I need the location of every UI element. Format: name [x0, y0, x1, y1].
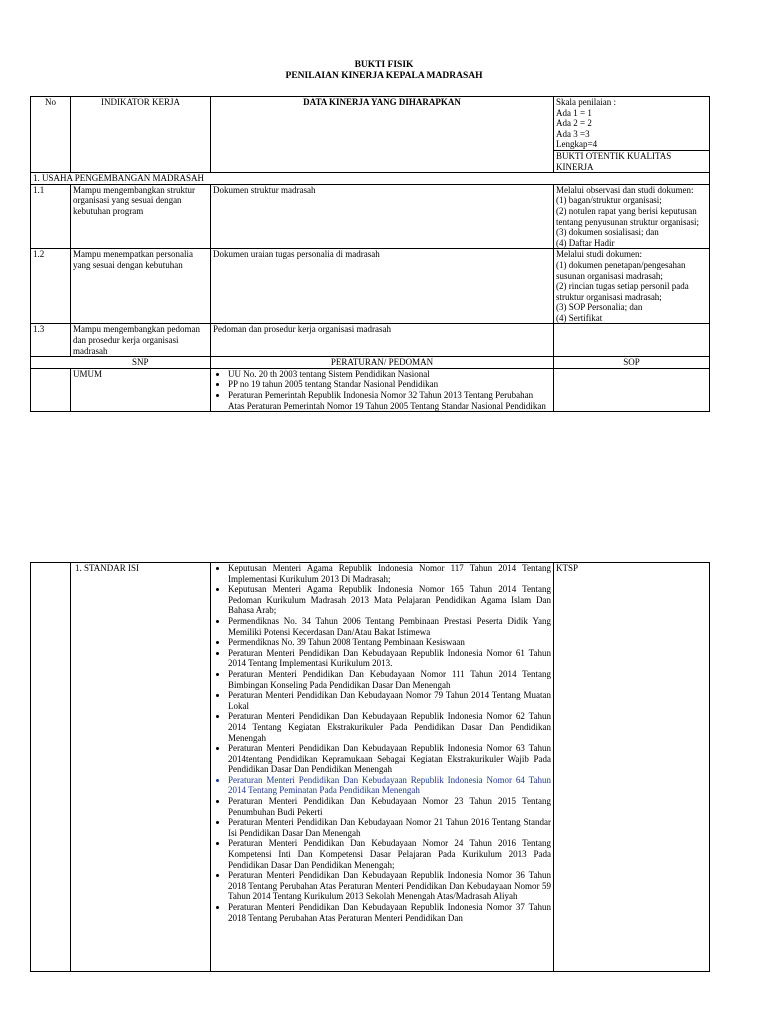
doc-subtitle: PENILAIAN KINERJA KEPALA MADRASAH [285, 71, 483, 81]
row-no: 1.2 [31, 249, 71, 324]
bukti-line: (4) Daftar Hadir [556, 237, 615, 248]
list-item: • Peraturan Menteri Pendidikan Dan Kebudayaan Nomor 79 Tahun 2014 Tentang Muatan Lokal [228, 690, 551, 711]
standar-isi-sop: KTSP [554, 563, 710, 972]
list-item: • Peraturan Menteri Pendidikan Dan Kebudayaan Republik Indonesia Nomor 36 Tahun 2018 Tentang Perubahan Atas Peraturan Menteri Pendidikan Dan Kebudayaan Nomor 59 Tahun 2014 Tentang Kurikulum 2013 Sekolah Menengah Atas/Madrasah Aliyah [228, 870, 551, 902]
row-no: 1.1 [31, 184, 71, 249]
bukti-line: Melalui observasi dan studi dokumen: [556, 184, 694, 195]
header-skala [554, 97, 710, 151]
list-item: • Peraturan Menteri Pendidikan Dan Kebudayaan Nomor 111 Tahun 2014 Tentang Bimbingan Konseling Pada Pendidikan Dasar Dan Menengah [228, 669, 551, 690]
subheader-sop: SOP [554, 357, 710, 369]
list-item: • Peraturan Menteri Pendidikan Dan Kebudayaan Nomor 21 Tahun 2016 Tentang Standar Isi Pendidikan Dasar Dan Menengah [228, 817, 551, 838]
subheader-snp: SNP [71, 357, 211, 369]
header-data-kinerja: DATA KINERJA YANG DIHARAPKAN [211, 97, 554, 173]
section-row [31, 173, 710, 185]
bukti-line: (4) Sertifikat [556, 312, 603, 323]
row-bukti [554, 184, 710, 249]
row-data: Dokumen uraian tugas personalia di madrasah [211, 249, 554, 324]
list-item: • Peraturan Pemerintah Republik Indonesia Nomor 32 Tahun 2013 Tentang Perubahan Atas Peraturan Pemerintah Nomor 19 Tahun 2005 Tentang Standar Nasional Pendidikan [228, 390, 551, 411]
subheader-peraturan: PERATURAN/ PEDOMAN [211, 357, 554, 369]
list-item: • Peraturan Menteri Pendidikan Dan Kebudayaan Nomor 24 Tahun 2016 Tentang Kompetensi Inti Dan Kompetensi Dasar Pelajaran Pada Kurikulum 2013 Pada Pendidikan Dasar Dan Pendidikan Menengah; [228, 838, 551, 870]
table-row [31, 324, 710, 357]
skala-item: Lengkap=4 [556, 139, 598, 150]
list-item: • Permendiknas No. 39 Tahun 2008 Tentang Pembinaan Kesiswaan [228, 637, 551, 648]
list-item: • Peraturan Menteri Pendidikan Dan Kebudayaan Republik Indonesia Nomor 62 Tahun 2014 Tentang Kegiatan Ekstrakurikuler Pada Pendidikan Dasar Dan Pendidikan Menengah [228, 711, 551, 743]
row-data: Dokumen struktur madrasah [211, 184, 554, 249]
bukti-line: (1) bagan/struktur organisasi; [556, 195, 662, 206]
list-item: • Peraturan Menteri Pendidikan Dan Kebudayaan Nomor 23 Tahun 2015 Tentang Penumbuhan Budi Pekerti [228, 796, 551, 817]
row-data: Pedoman dan prosedur kerja organisasi madrasah [211, 324, 554, 357]
row-no: 1.3 [31, 324, 71, 357]
table-row [31, 249, 710, 324]
list-item: • Permendiknas No. 34 Tahun 2006 Tentang Pembinaan Prestasi Peserta Didik Yang Memiliki Potensi Kecerdasan Dan/Atau Bakat Istimewa [228, 616, 551, 637]
skala-item: Ada 2 = 2 [556, 118, 592, 129]
bukti-line: (3) dokumen sosialisasi; dan [556, 227, 659, 238]
skala-item: Ada 1 = 1 [556, 107, 592, 118]
list-item: • Keputusan Menteri Agama Republik Indonesia Nomor 165 Tahun 2014 Tentang Pedoman Kurikulum Madrasah 2013 Mata Pelajaran Pendidikan Agama Islam Dan Bahasa Arab; [228, 584, 551, 616]
list-item: • PP no 19 tahun 2005 tentang Standar Nasional Pendidikan [228, 379, 551, 390]
row-bukti [554, 324, 710, 357]
bukti-line: (2) notulen rapat yang berisi keputusan tentang penyusunan struktur organisasi; [556, 205, 700, 227]
doc-title: BUKTI FISIK [354, 60, 414, 70]
header-row [31, 97, 710, 151]
bukti-line: Melalui studi dokumen: [556, 249, 642, 260]
subheader-row [31, 357, 710, 369]
skala-title: Skala penilaian : [556, 97, 616, 107]
standar-isi-list-cell [211, 563, 554, 972]
standar-isi-row [31, 563, 710, 972]
header-no: No [31, 97, 71, 173]
list-item: • UU No. 20 th 2003 tentang Sistem Pendidikan Nasional [228, 369, 551, 380]
kinerja-table [30, 96, 710, 412]
list-item: • Peraturan Menteri Pendidikan Dan Kebudayaan Republik Indonesia Nomor 63 Tahun 2014tentang Pendidikan Kepramukaan Sebagai Kegiatan Ekstrakurikuler Wajib Pada Pendidikan Dasar Dan Pendidikan Menengah [228, 743, 551, 775]
header-indikator: INDIKATOR KERJA [71, 97, 211, 173]
header-bukti: BUKTI OTENTIK KUALITAS KINERJA [554, 150, 710, 172]
row-indikator: Mampu mengembangkan struktur organisasi yang sesuai dengan kebutuhan program [71, 184, 211, 249]
standar-isi-label: 1. STANDAR ISI [71, 563, 211, 972]
umum-row [31, 368, 710, 411]
bukti-line: (2) rincian tugas setiap personil pada struktur organisasi madrasah; [556, 281, 689, 302]
table-row [31, 184, 710, 249]
umum-label: UMUM [71, 368, 211, 411]
list-item: • Keputusan Menteri Agama Republik Indonesia Nomor 117 Tahun 2014 Tentang Implementasi Kurikulum 2013 Di Madrasah; [228, 563, 551, 584]
skala-item: Ada 3 =3 [556, 128, 590, 139]
bukti-line: (3) SOP Personalia; dan [556, 302, 643, 313]
list-item: • Peraturan Menteri Pendidikan Dan Kebudayaan Republik Indonesia Nomor 37 Tahun 2018 Tentang Perubahan Atas Peraturan Menteri Pendidikan Dan [228, 902, 551, 923]
row-indikator: Mampu mengembangkan pedoman dan prosedur kerja organisasi madrasah [71, 324, 211, 357]
list-item-highlighted: • Peraturan Menteri Pendidikan Dan Kebudayaan Republik Indonesia Nomor 64 Tahun 2014 Tentang Peminatan Pada Pendidikan Menengah [228, 775, 551, 796]
umum-list-cell [211, 368, 554, 411]
row-bukti [554, 249, 710, 324]
row-indikator: Mampu menempatkan personalia yang sesuai dengan kebutuhan [71, 249, 211, 324]
standar-isi-table [30, 562, 710, 972]
section-title: 1. USAHA PENGEMBANGAN MADRASAH [31, 173, 710, 185]
bukti-line: (1) dokumen penetapan/pengesahan susunan organisasi madrasah; [556, 259, 686, 281]
list-item: • Peraturan Menteri Pendidikan Dan Kebudayaan Republik Indonesia Nomor 61 Tahun 2014 Tentang Implementasi Kurikulum 2013. [228, 648, 551, 669]
